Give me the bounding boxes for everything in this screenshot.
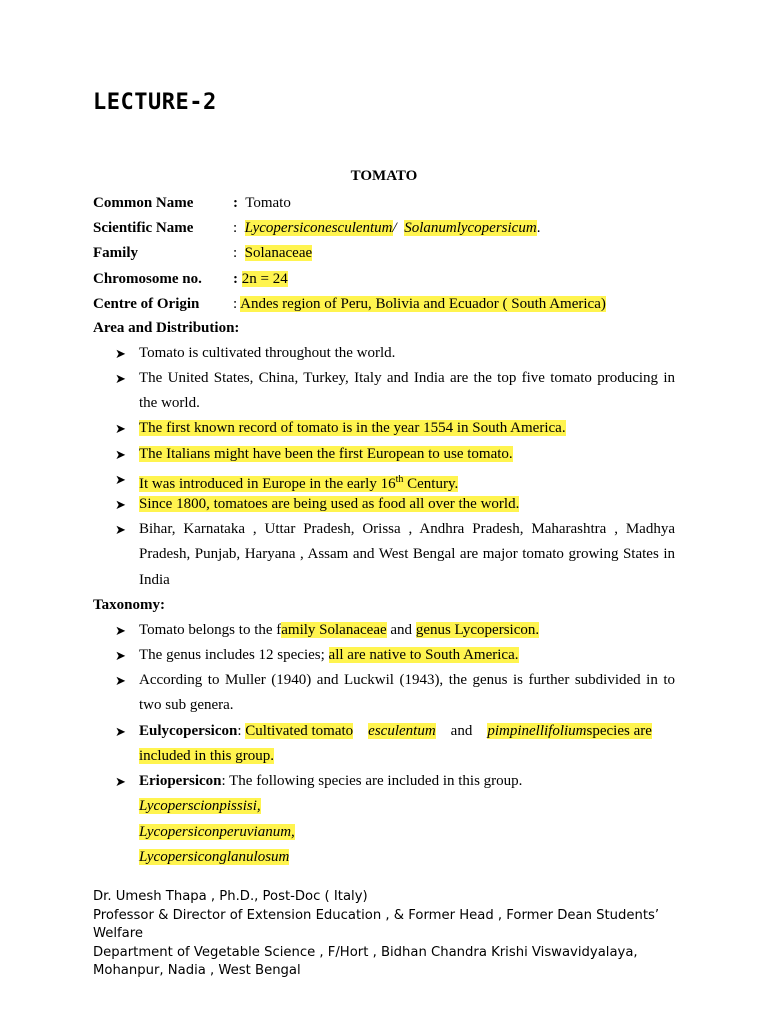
arrowhead-bullet-icon: ➤ — [115, 623, 126, 638]
list-item: ➤ Bihar, Karnataka , Uttar Pradesh, Orissa , Andhra Pradesh, Maharashtra , Madhya Pradesh, Punjab, Haryana , Assam and West Bengal are major tomato growing States in India — [115, 517, 675, 593]
info-label: Common Name — [93, 195, 194, 211]
arrowhead-bullet-icon: ➤ — [115, 421, 126, 436]
arrowhead-bullet-icon: ➤ — [115, 673, 126, 688]
footer-line: Mohanpur, Nadia , West Bengal — [93, 963, 301, 979]
info-label: Centre of Origin — [93, 296, 200, 312]
arrowhead-bullet-icon: ➤ — [115, 522, 126, 537]
info-value: : Andes region of Peru, Bolivia and Ecuador ( South America) — [233, 296, 606, 312]
author-footer — [93, 888, 733, 981]
list-item: ➤ The first known record of tomato is in the year 1554 in South America. — [115, 416, 675, 441]
footer-line: Dr. Umesh Thapa , Ph.D., Post-Doc ( Italy) — [93, 889, 368, 904]
arrowhead-bullet-icon: ➤ — [115, 346, 126, 361]
info-label: Chromosome no. — [93, 271, 202, 287]
footer-line: Professor & Director of Extension Education , & Former Head , Former Dean Students’ — [93, 907, 660, 923]
list-item: ➤ According to Muller (1940) and Luckwil (1943), the genus is further subdivided in to two sub genera. — [115, 668, 675, 719]
info-label: Scientific Name — [93, 220, 194, 236]
footer-line: Department of Vegetable Science , F/Hort , Bidhan Chandra Krishi Viswavidyalaya, — [93, 944, 638, 960]
info-value: : 2n = 24 — [233, 271, 288, 287]
list-item: ➤ The United States, China, Turkey, Italy and India are the top five tomato producing in the world. — [115, 366, 675, 417]
arrowhead-bullet-icon: ➤ — [115, 447, 126, 462]
species-name: Lycoperscionpissisi, — [139, 798, 261, 814]
info-label: Family — [93, 245, 138, 261]
arrowhead-bullet-icon: ➤ — [115, 724, 126, 739]
arrowhead-bullet-icon: ➤ — [115, 648, 126, 663]
species-name: Lycopersiconperuvianum, — [139, 824, 295, 840]
info-value: : Lycopersiconesculentum/ Solanumlycopersicum. — [233, 220, 541, 236]
list-item: ➤ The genus includes 12 species; all are native to South America. — [115, 643, 675, 668]
list-item: ➤ Tomato is cultivated throughout the world. — [115, 341, 675, 366]
taxonomy-heading: Taxonomy: — [93, 597, 165, 613]
document-title: TOMATO — [350, 168, 418, 184]
info-value: : Tomato — [233, 195, 291, 211]
species-name: Lycopersiconglanulosum — [139, 849, 290, 865]
list-item: ➤ Eulycopersicon: Cultivated tomato esculentum and pimpinellifoliumspecies are included in this group. — [115, 719, 675, 770]
list-item: ➤ It was introduced in Europe in the early 16th Century. — [115, 467, 675, 497]
list-item: ➤ The Italians might have been the first European to use tomato. — [115, 442, 675, 467]
arrowhead-bullet-icon: ➤ — [115, 497, 126, 512]
list-item: ➤ Eriopersicon: The following species are included in this group. — [115, 769, 675, 794]
arrowhead-bullet-icon: ➤ — [115, 774, 126, 789]
list-item: ➤ Tomato belongs to the family Solanaceae and genus Lycopersicon. — [115, 618, 675, 643]
footer-line: Welfare — [93, 926, 144, 942]
lecture-heading: LECTURE-2 — [93, 90, 217, 115]
area-distribution-heading: Area and Distribution: — [93, 320, 240, 336]
arrowhead-bullet-icon: ➤ — [115, 472, 126, 487]
arrowhead-bullet-icon: ➤ — [115, 371, 126, 386]
list-item: ➤ Since 1800, tomatoes are being used as food all over the world. — [115, 492, 675, 517]
info-value: : Solanaceae — [233, 245, 313, 261]
